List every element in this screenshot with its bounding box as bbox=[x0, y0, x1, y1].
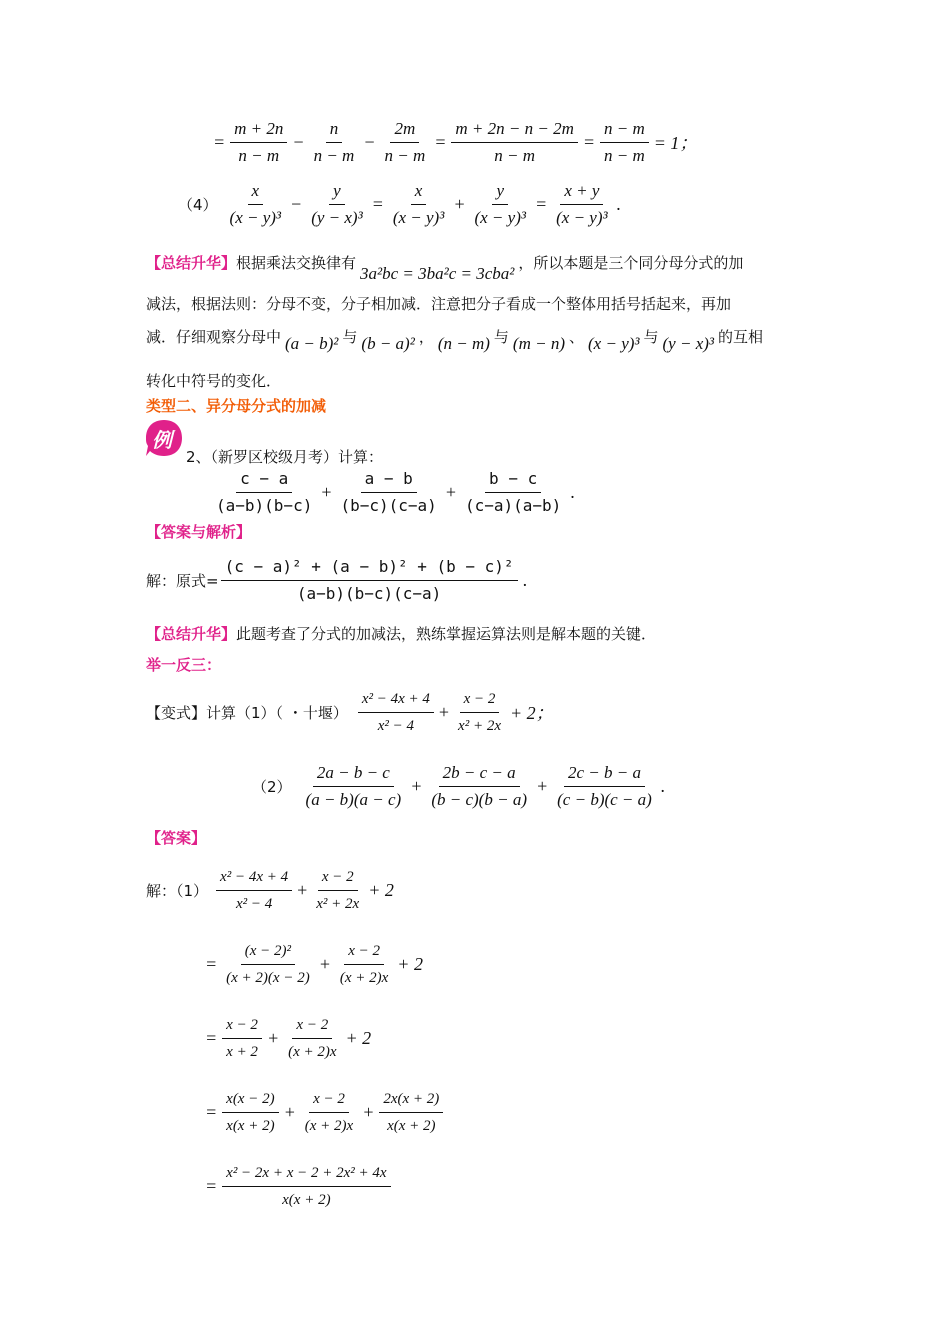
plus-sign: + bbox=[283, 1101, 296, 1122]
answer-tag: 【答案】 bbox=[146, 829, 207, 847]
plus-sign: + bbox=[321, 481, 332, 502]
answer-tag: 【答案与解析】 bbox=[146, 523, 252, 541]
plus-sign: + bbox=[410, 775, 423, 796]
fraction: $\frac{2x(x + 2)}{x(x + 2)}$ bbox=[379, 1089, 443, 1136]
solution-prefix: 解：原式= bbox=[146, 571, 219, 590]
fraction: $\frac{2a - b - c}{(a - b)(a - c)}$ bbox=[305, 762, 402, 809]
fraction: $\frac{a - b}{(b-c)(c-a)}$ bbox=[340, 468, 437, 515]
example-badge-icon bbox=[144, 418, 184, 458]
solution-step-3 bbox=[202, 1086, 445, 1138]
summary-line-4: 转化中符号的变化． bbox=[146, 372, 282, 390]
item-label: （2） bbox=[252, 777, 292, 796]
eq-sign: = bbox=[534, 193, 548, 214]
summary-text: 减．仔细观察分母中 bbox=[146, 327, 282, 346]
denominator-expr: (x − y)³ bbox=[588, 334, 640, 353]
expression-tail: + 2 bbox=[345, 1027, 372, 1048]
fraction: $\frac{x - 2}{\text{x² + 2x}}$ bbox=[458, 690, 501, 734]
summary-line-1 bbox=[146, 242, 743, 282]
section-title: 类型二、异分母分式的加减 bbox=[146, 397, 327, 415]
fraction: $\frac{x - 2}{x + 2}$ bbox=[222, 1015, 262, 1062]
fraction: $\frac{x - 2}{\text{x² + 2x}}$ bbox=[316, 868, 360, 912]
plus-sign: + bbox=[266, 1027, 280, 1048]
fraction: $\frac{2c - b - a}{(c - b)(c - a)}$ bbox=[557, 762, 652, 809]
denominator-expr: (y − x)³ bbox=[662, 334, 714, 353]
minus-sign: − bbox=[292, 131, 305, 152]
minus-sign: − bbox=[290, 193, 303, 214]
fraction: $\frac{x - 2}{(x + 2)x}$ bbox=[304, 1090, 354, 1134]
variant-tag: 【变式】 bbox=[146, 703, 207, 722]
example-prompt: 2、（新罗区校级月考）计算： bbox=[186, 448, 384, 466]
fraction: $\frac{x - 2}{(x + 2)x}$ bbox=[288, 1016, 337, 1060]
summary-line-3 bbox=[146, 318, 763, 354]
fraction: $\frac{n}{n - m}$ bbox=[313, 118, 355, 165]
equation-3-line bbox=[210, 116, 700, 168]
summary-2 bbox=[146, 623, 656, 644]
summary-text: 、 bbox=[569, 327, 585, 346]
summary-tag: 【总结升华】 bbox=[146, 253, 237, 272]
commutative-formula: 3a²bc = 3ba²c = 3cba² bbox=[360, 264, 515, 283]
fraction: $\frac{m + 2n - n - 2m}{n - m}$ bbox=[451, 119, 577, 166]
fraction: $\frac{b - c}{(c-a)(a-b)}$ bbox=[464, 468, 562, 515]
solution-step-2 bbox=[202, 1012, 374, 1064]
summary-line-2: 减法，根据法则：分母不变，分子相加减．注意把分子看成一个整体用括号括起来，再加 bbox=[146, 295, 732, 313]
fraction: $\frac{\text{x² − 4x + 4}}{\text{x² − 4}}$ bbox=[358, 689, 434, 736]
fraction: $\frac{\text{(x − 2)²}}{(x + 2)(x - 2)}$ bbox=[226, 942, 310, 986]
fraction: $\frac{\text{x² − 4x + 4}}{\text{x² − 4}}$ bbox=[216, 867, 292, 914]
fraction: $\frac{x}{\text{(x − y)³}}$ bbox=[392, 180, 445, 227]
plus-sign: + bbox=[535, 775, 549, 796]
summary-text: ， bbox=[418, 327, 434, 346]
summary-text: 与 bbox=[643, 327, 659, 346]
expression-tail: . bbox=[660, 775, 666, 796]
eq-sign: = bbox=[205, 1175, 218, 1196]
plus-sign: + bbox=[453, 193, 466, 214]
eq-sign: = bbox=[371, 193, 384, 214]
summary-text: 此题考查了分式的加减法，熟练掌握运算法则是解本题的关键． bbox=[236, 625, 657, 643]
expression-tail: + 2 bbox=[397, 953, 423, 974]
plus-sign: + bbox=[318, 953, 331, 974]
solution-step-0 bbox=[146, 866, 397, 914]
variant-2 bbox=[252, 760, 668, 812]
practice-title: 举一反三： bbox=[146, 656, 222, 674]
expression-tail: + 2 bbox=[368, 879, 394, 900]
fraction: $\frac{2b - c - a}{(b - c)(b - a)}$ bbox=[431, 762, 527, 809]
eq-sign: = bbox=[205, 1101, 218, 1122]
fraction: $\frac{x(x - 2)}{x(x + 2)}$ bbox=[222, 1089, 278, 1136]
summary-text: ，所以本题是三个同分母分式的加 bbox=[518, 253, 744, 272]
solution-prefix: 解：（1） bbox=[146, 881, 209, 900]
plus-sign: + bbox=[445, 481, 456, 502]
fraction: $\frac{x - 2}{(x + 2)x}$ bbox=[339, 942, 389, 986]
denominator-expr: (n − m) bbox=[437, 334, 490, 353]
variant-lead: 计算（1）（ ・十堰） bbox=[206, 703, 348, 722]
denominator-expr: (a − b)² bbox=[285, 334, 339, 353]
item-label: （4） bbox=[178, 195, 218, 214]
fraction: $\frac{y}{\text{(x − y)³}}$ bbox=[474, 180, 526, 227]
plus-sign: + bbox=[362, 1101, 375, 1122]
expression-tail: + 2； bbox=[509, 703, 554, 723]
eq-sign: = bbox=[582, 131, 595, 152]
expression-tail: . bbox=[570, 481, 575, 502]
eq-sign: = bbox=[434, 131, 447, 152]
variant-1 bbox=[146, 688, 557, 736]
fraction: $\frac{\text{(c − a)² + (a − b)² + (b − c)²}}{(a-b)(b-c)(c-a)}$ bbox=[221, 557, 518, 604]
solution-2 bbox=[146, 554, 530, 606]
plus-sign: + bbox=[297, 879, 308, 900]
expression-tail: . bbox=[522, 569, 528, 590]
fraction: $\frac{y}{\text{(y − x)³}}$ bbox=[311, 180, 363, 227]
solution-step-1 bbox=[202, 938, 426, 990]
fraction: $\frac{c - a}{(a-b)(b-c)}$ bbox=[216, 468, 313, 515]
summary-tag: 【总结升华】 bbox=[146, 625, 237, 643]
summary-text: 的互相 bbox=[718, 327, 764, 346]
badge-char: 例 bbox=[152, 428, 172, 452]
plus-sign: + bbox=[438, 701, 450, 722]
fraction: $\frac{x}{\text{(x − y)³}}$ bbox=[229, 180, 282, 227]
summary-text: 根据乘法交换律有 bbox=[236, 253, 357, 272]
eq-sign: = bbox=[205, 953, 218, 974]
fraction: $\frac{m + 2n}{n - m}$ bbox=[230, 119, 287, 166]
fraction: $\frac{\text{x² − 2x + x − 2 + 2x² + 4x}}{x(x + 2)}$ bbox=[222, 1163, 390, 1210]
eq-sign: = bbox=[205, 1027, 218, 1048]
fraction: $\frac{n - m}{n - m}$ bbox=[600, 119, 649, 166]
summary-text: 与 bbox=[493, 327, 509, 346]
equation-tail: . bbox=[616, 193, 622, 214]
equation-4-line bbox=[178, 178, 624, 230]
example-2-expression bbox=[210, 466, 578, 518]
equation-tail: = 1； bbox=[653, 133, 698, 153]
fraction: $\frac{x + y}{\text{(x − y)³}}$ bbox=[556, 180, 608, 227]
fraction: $\frac{2m}{n - m}$ bbox=[384, 118, 426, 165]
minus-sign: − bbox=[363, 131, 376, 152]
summary-text: 与 bbox=[342, 327, 358, 346]
denominator-expr: (b − a)² bbox=[361, 334, 415, 353]
solution-step-4 bbox=[202, 1160, 393, 1212]
denominator-expr: (m − n) bbox=[512, 334, 565, 353]
eq-sign: = bbox=[213, 131, 226, 152]
